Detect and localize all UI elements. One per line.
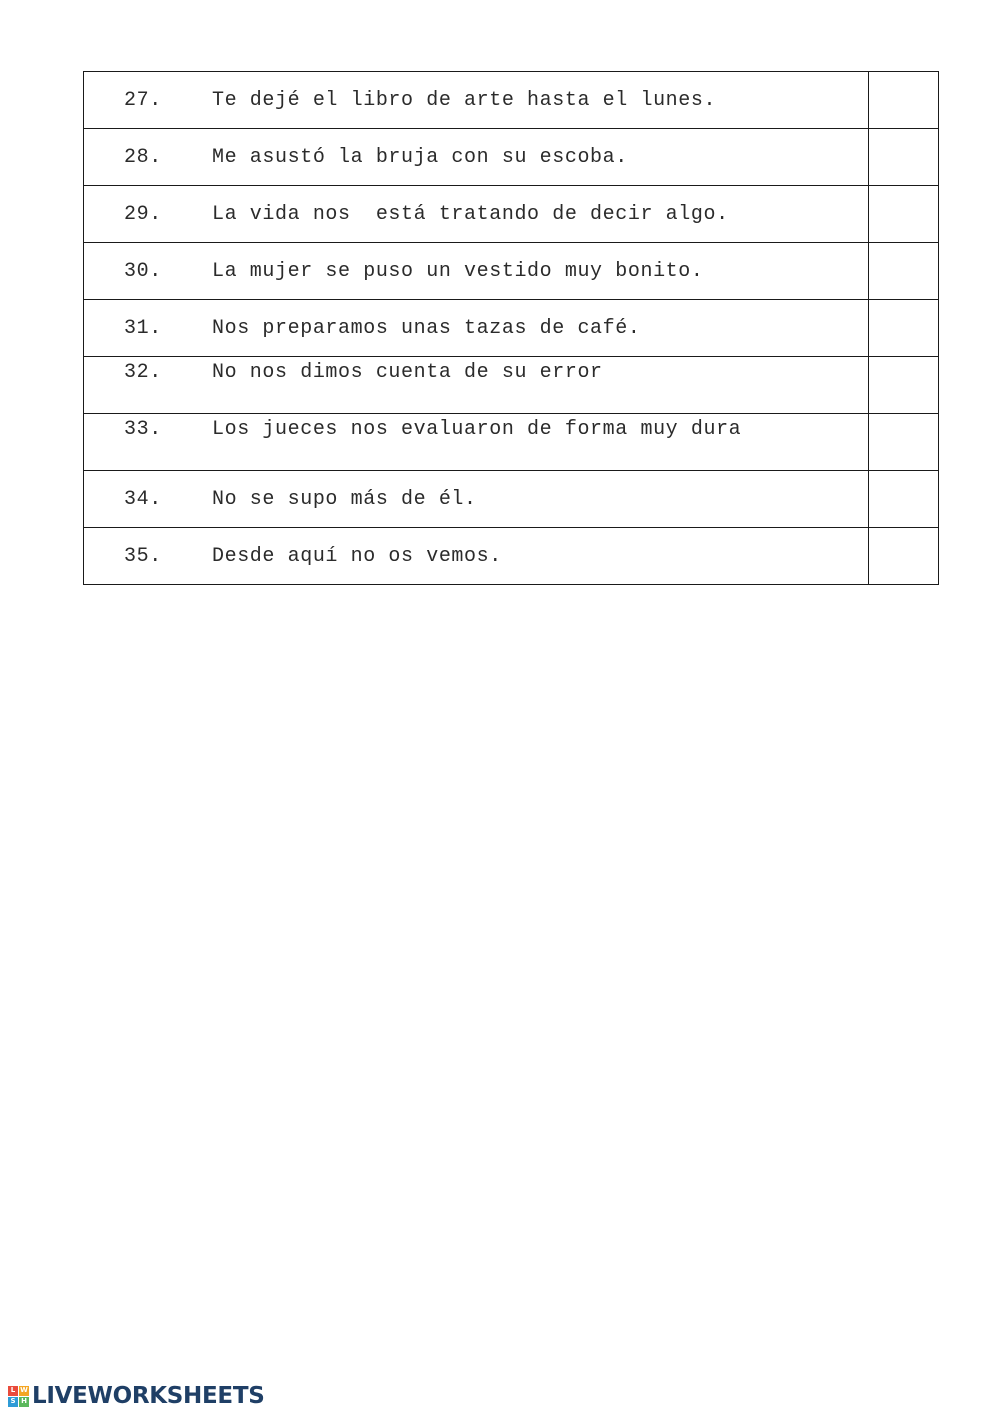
answer-box[interactable] [869,129,938,185]
logo-block: H [19,1397,29,1407]
table-row [84,414,939,471]
sentence-cell [84,300,869,357]
sentence-cell [84,471,869,528]
sentence-cell [84,72,869,129]
answer-box[interactable] [869,300,938,356]
sentence-cell [84,129,869,186]
item-sentence: La mujer se puso un vestido muy bonito. [212,260,704,283]
item-sentence: Te dejé el libro de arte hasta el lunes. [212,89,717,112]
item-number: 29. [124,203,162,226]
item-number: 27. [124,89,162,112]
table-row [84,129,939,186]
answer-box[interactable] [869,186,938,242]
answer-box[interactable] [869,357,938,413]
item-number: 28. [124,146,162,169]
sentence-cell [84,357,869,414]
table-row [84,72,939,129]
answer-cell[interactable] [869,357,939,414]
answer-cell[interactable] [869,300,939,357]
item-sentence: Nos preparamos unas tazas de café. [212,317,641,340]
item-number: 30. [124,260,162,283]
item-sentence: No nos dimos cuenta de su error [212,361,603,384]
item-number: 33. [124,418,162,441]
answer-cell[interactable] [869,186,939,243]
item-sentence: Me asustó la bruja con su escoba. [212,146,628,169]
sentence-cell [84,414,869,471]
answer-cell[interactable] [869,243,939,300]
answer-cell[interactable] [869,72,939,129]
item-sentence: No se supo más de él. [212,488,477,511]
item-sentence: La vida nos está tratando de decir algo. [212,203,729,226]
table-row [84,528,939,585]
brand-text: LIVEWORKSHEETS [32,1383,265,1409]
item-number: 35. [124,545,162,568]
answer-cell[interactable] [869,129,939,186]
sentence-cell [84,243,869,300]
answer-box[interactable] [869,471,938,527]
answer-box[interactable] [869,414,938,470]
table-row [84,243,939,300]
table-row [84,186,939,243]
answer-cell[interactable] [869,414,939,471]
table-row [84,471,939,528]
table-row [84,357,939,414]
logo-blocks-icon [8,1386,29,1407]
item-sentence: Desde aquí no os vemos. [212,545,502,568]
item-number: 34. [124,488,162,511]
item-number: 31. [124,317,162,340]
table-row [84,300,939,357]
answer-box[interactable] [869,528,938,584]
item-number: 32. [124,361,162,384]
answer-box[interactable] [869,72,938,128]
item-sentence: Los jueces nos evaluaron de forma muy dura [212,418,742,441]
logo-block: S [8,1397,18,1407]
answer-cell[interactable] [869,528,939,585]
logo-block: L [8,1386,18,1396]
sentence-cell [84,186,869,243]
liveworksheets-logo [8,1381,264,1411]
sentence-cell [84,528,869,585]
answer-box[interactable] [869,243,938,299]
logo-block: W [20,1386,28,1394]
answer-cell[interactable] [869,471,939,528]
worksheet-table [83,71,939,585]
